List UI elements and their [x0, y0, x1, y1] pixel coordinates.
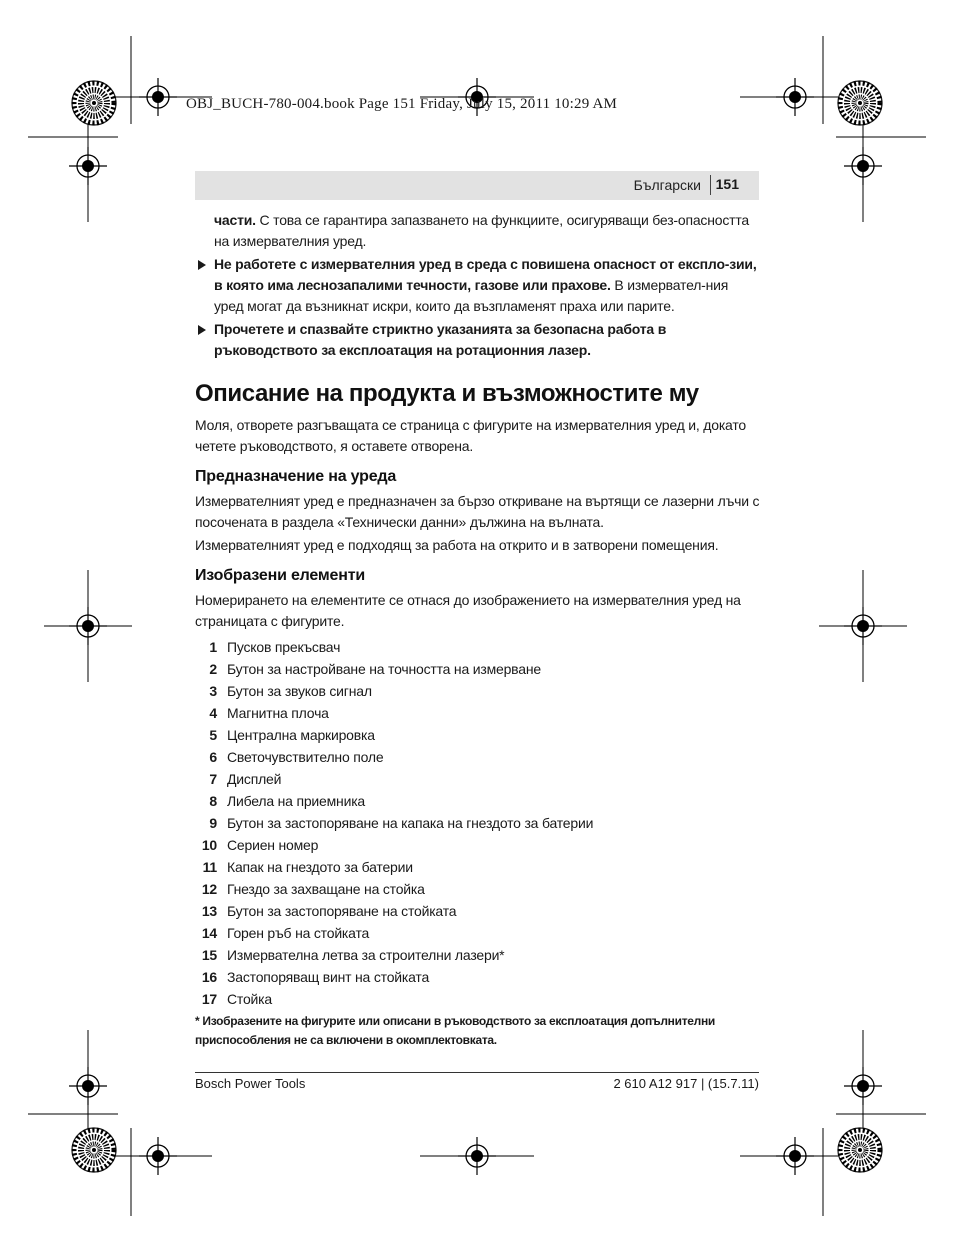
bullet-2-bold: Прочетете и спазвайте стриктно указанията за безопасна работа в ръководството за експлоатация на ротационния лазер. [214, 321, 667, 358]
list-item-number: 17 [201, 991, 217, 1007]
safety-bullet-1 [195, 254, 761, 317]
footer-doc-number: 2 610 A12 917 | (15.7.11) [613, 1076, 759, 1091]
list-item-label: Либела на приемника [227, 793, 366, 809]
list-item [195, 658, 761, 680]
list-item [195, 746, 761, 768]
page-body [195, 210, 761, 1050]
list-item-number: 12 [201, 881, 217, 897]
list-item-number: 4 [209, 705, 217, 721]
list-item [195, 944, 761, 966]
footer-rule [195, 1072, 759, 1073]
footnote: * Изобразените на фигурите или описани в ръководството за експлоатация допълнителни приспособления не са включени в окомплектовката. [195, 1014, 715, 1047]
list-item-label: Бутон за застопоряване на капака на гнездото за батерии [227, 815, 594, 831]
list-item-number: 3 [209, 683, 217, 699]
list-item-label: Стойка [227, 991, 272, 1007]
page-header-band [195, 171, 759, 200]
purpose-title: Предназначение на уреда [195, 468, 397, 485]
list-item [195, 878, 761, 900]
elements-title: Изобразени елементи [195, 567, 365, 584]
list-item [195, 636, 761, 658]
header-language: Български [633, 177, 701, 193]
list-item [195, 724, 761, 746]
list-item-label: Магнитна плоча [227, 705, 329, 721]
list-item [195, 702, 761, 724]
section-intro: Моля, отворете разгъващата се страница с фигурите на измервателния уред и, докато четете ръководството, я оставете отворена. [195, 417, 746, 454]
header-separator [710, 175, 711, 195]
bullet-1-bold: Не работете с измервателния уред в среда с повишена опасност от експло-зии, в която има леснозапалими течности, газове или прахове. [214, 256, 757, 293]
list-item-label: Бутон за настройване на точността на измерване [227, 661, 541, 677]
list-item [195, 768, 761, 790]
list-item [195, 988, 761, 1010]
list-item-number: 10 [201, 837, 217, 853]
list-item-label: Бутон за звуков сигнал [227, 683, 372, 699]
list-item-label: Капак на гнездото за батерии [227, 859, 413, 875]
list-item-number: 1 [209, 639, 217, 655]
section-title: Описание на продукта и възможностите му [195, 380, 699, 407]
list-item-number: 2 [209, 661, 217, 677]
list-item [195, 680, 761, 702]
list-item [195, 790, 761, 812]
book-header: OBJ_BUCH-780-004.book Page 151 Friday, July 15, 2011 10:29 AM [186, 96, 618, 112]
list-item [195, 834, 761, 856]
list-item-number: 13 [201, 903, 217, 919]
intro-text: С това се гарантира запазването на функциите, осигуряващи без-опасността на измервателния уред. [214, 212, 749, 249]
list-item-number: 9 [209, 815, 217, 831]
list-item-number: 11 [202, 859, 217, 875]
list-item-number: 5 [209, 727, 217, 743]
list-item-label: Пусков прекъсвач [227, 639, 341, 655]
list-item-label: Централна маркировка [227, 727, 375, 743]
list-item [195, 856, 761, 878]
safety-bullet-2 [195, 319, 761, 361]
list-item [195, 900, 761, 922]
intro-bold: части. [214, 212, 256, 228]
list-item-label: Застопоряващ винт на стойката [227, 969, 430, 985]
list-item-number: 15 [201, 947, 217, 963]
footer-brand: Bosch Power Tools [195, 1076, 306, 1091]
list-item [195, 812, 761, 834]
list-item-number: 7 [209, 771, 217, 787]
list-item-label: Бутон за застопоряване на стойката [227, 903, 457, 919]
elements-list [195, 636, 761, 1010]
header-page-number: 151 [715, 176, 739, 192]
purpose-paragraph-1: Измервателният уред е предназначен за бързо откриване на въртящи се лазерни лъчи с посочената в раздела «Технически данни» дължина на вълната. [195, 493, 760, 530]
bullet-triangle-icon [198, 325, 206, 335]
list-item-label: Дисплей [227, 771, 282, 787]
list-item-number: 14 [201, 925, 217, 941]
list-item-label: Гнездо за захващане на стойка [227, 881, 425, 897]
list-item-number: 6 [209, 749, 217, 765]
bullet-triangle-icon [198, 260, 206, 270]
list-item [195, 966, 761, 988]
list-item-label: Светочувствително поле [227, 749, 384, 765]
elements-intro: Номерирането на елементите се отнася до изображението на измервателния уред на страницата с фигурите. [195, 592, 741, 629]
list-item-number: 8 [209, 793, 217, 809]
list-item-label: Измервателна летва за строителни лазери* [227, 947, 505, 963]
list-item [195, 922, 761, 944]
bullet-1-text: В измервател-ния уред могат да възникнат искри, които да възпламенят праха или парите. [214, 277, 729, 314]
intro-paragraph [195, 210, 761, 252]
list-item-number: 16 [201, 969, 217, 985]
purpose-paragraph-2: Измервателният уред е подходящ за работа на открито и в затворени помещения. [195, 537, 719, 553]
list-item-label: Горен ръб на стойката [227, 925, 370, 941]
list-item-label: Сериен номер [227, 837, 319, 853]
